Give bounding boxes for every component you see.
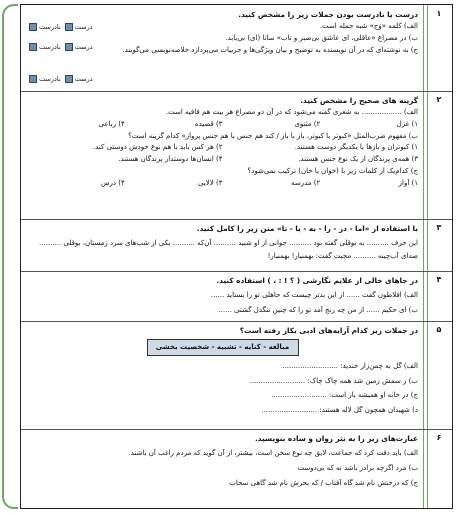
question-number: ۲ <box>436 95 442 104</box>
options-b-row-1 <box>27 143 418 152</box>
options-a <box>27 120 418 129</box>
question-title: در جاهای خالی از علایم نگارشی ( ؟ ! : ، ) استفاده کنید. <box>216 276 418 285</box>
true-false-b <box>27 43 93 51</box>
item-c: ج) کدام‌یک از کلمات زیر با (خوان یا خان) ترکیب نمی‌شود؟ <box>247 166 418 175</box>
option[interactable]: ۱) کبوتران و بازها با یکدیگر دوست هستند. <box>294 143 418 152</box>
item-b: ب) مرد اگرچه برادر باشد نه که بی‌دوست <box>297 463 418 472</box>
true-false-a <box>27 23 93 31</box>
word-bank: مبالغه - کنایه - تشبیه - شخصیت بخشی <box>147 339 299 356</box>
option[interactable]: ۱) غزل <box>396 119 418 128</box>
question-body <box>27 221 418 264</box>
false-checkbox[interactable] <box>29 75 37 83</box>
question-title: گزینه های صحیح را مشخص کنید. <box>300 96 418 105</box>
question-body <box>27 431 418 490</box>
question-number: ۴ <box>436 275 442 284</box>
option[interactable]: ۲) هر کس باید با هم نوع خودش دوستی کند. <box>93 143 223 152</box>
question-5 <box>21 321 452 430</box>
question-6 <box>21 429 452 510</box>
false-label: نادرست <box>39 23 61 31</box>
question-body <box>27 273 418 318</box>
true-label: درست <box>74 75 93 83</box>
true-label: درست <box>74 23 93 31</box>
item-a: الف) .................. به شعری گفته می‌شود که در آن دو مصراع هر بیت هم قافیه است. <box>165 108 418 117</box>
item-b: ب) ای حکیم ...... از من چه رنج آمد تو را که چنین تنگدل گشتی ...... <box>218 305 418 314</box>
option[interactable]: ۴) انسان‌ها دوستدار پرندگان هستند. <box>118 155 223 164</box>
option[interactable]: ۴) رباعی <box>98 119 125 128</box>
question-4 <box>21 271 452 322</box>
question-title: با استفاده از «اما - در - را - به - یا - تا» متن زیر را کامل کنید. <box>196 224 418 233</box>
item-d: د) شهیدان همچون گل لاله هستند: ......................... <box>261 406 418 415</box>
statement-c: ج) به نوشته‌ای که در آن نویسنده به توضیح و بیان ویژگی‌ها و جزییات می‌پردازد خلاصه‌نویسی می‌گویند. <box>122 45 418 54</box>
true-checkbox[interactable] <box>65 43 73 51</box>
question-title: درست یا نادرست بودن جملات زیر را مشخص کنید. <box>238 10 418 19</box>
option[interactable]: ۲) مثنوی <box>294 119 321 128</box>
question-number: ۳ <box>436 223 442 232</box>
item-c: ج) که درختش نام شد گاه آفتاب / که بحرش نام شد گاهی سحاب <box>229 478 418 487</box>
options-b-row-2 <box>27 155 418 164</box>
item-b: ب) ز سمش زمین شد همه چاک چاک: ......................... <box>249 376 418 385</box>
question-body <box>27 93 418 190</box>
option[interactable]: ۳) همه‌ی پرندگان از یک نوع جنس هستند. <box>298 155 418 164</box>
false-checkbox[interactable] <box>29 43 37 51</box>
false-label: نادرست <box>39 43 61 51</box>
option[interactable]: ۲) مدرسه <box>291 178 321 187</box>
false-label: نادرست <box>39 75 61 83</box>
question-number: ۱ <box>436 9 442 18</box>
question-title: عبارت‌های زیر را به نثر روان و ساده بنویسید. <box>254 434 418 443</box>
statement-b: ب) در مصراع «عاقلی، ای عاشق بی‌صبر و تاب» ساتا (ای) بی‌یابد. <box>225 33 418 42</box>
item-b: ب) مفهوم ضرب‌المثل «کبوتر با کبوتر، باز با باز / کند هم جنس با هم جنس پرواز» کدام گزینه است؟ <box>128 131 418 140</box>
false-checkbox[interactable] <box>29 23 37 31</box>
exam-sheet <box>20 4 453 509</box>
question-2 <box>21 91 452 220</box>
fill-text: این حرف .......... به نوقلی گفته بود .......... جوانی از او شنید .......... آن‌که .......... یکی از شب‌های سرد زمستان، بوقلی .......... صدای آب‌چینه .......... مجبت گفت: بهمنیار! بهمنیار! <box>38 239 418 261</box>
item-a: الف) باید دقت کرد که جماعت، لایق چه نوع سخن است، بیشتر، از آن گوید که مردم راغب آن باشند. <box>128 449 418 458</box>
item-a: الف) گل به چمن‌زار خندید: ......................... <box>282 361 418 370</box>
question-number: ۶ <box>436 433 442 442</box>
options-c <box>27 179 418 188</box>
question-3 <box>21 219 452 272</box>
true-checkbox[interactable] <box>65 75 73 83</box>
option[interactable]: ۱) آواز <box>398 178 418 187</box>
statement-a: الف) کلمه «وَج» شبه جمله است. <box>319 22 418 31</box>
question-1 <box>21 5 452 92</box>
option[interactable]: ۴) درس <box>100 178 125 187</box>
question-body <box>27 323 418 418</box>
question-number: ۵ <box>436 325 442 334</box>
item-a: الف) افلاطون گفت ...... از این بدتر چیست که جاهلی تو را بستاید ...... <box>210 291 418 300</box>
question-title: در جملات زیر کدام آرایه‌های ادبی بکار رفته است؟ <box>239 326 418 335</box>
item-c: ج) در خانه او همیشه باز است: ......................... <box>271 391 418 400</box>
left-border-decoration <box>2 4 18 509</box>
true-false-c <box>27 75 93 83</box>
option[interactable]: ۳) قصیده <box>194 119 223 128</box>
true-checkbox[interactable] <box>65 23 73 31</box>
option[interactable]: ۳) لالایی <box>198 178 223 187</box>
true-label: درست <box>74 43 93 51</box>
